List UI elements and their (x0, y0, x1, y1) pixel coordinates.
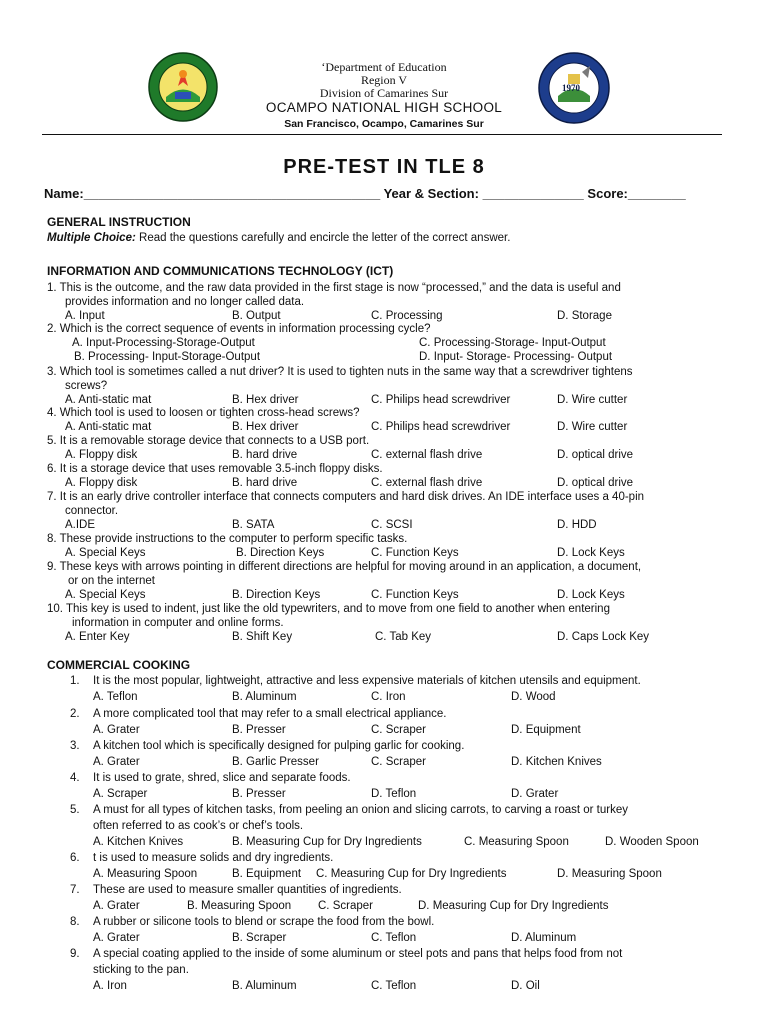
year-section-label: Year & Section (383, 186, 475, 201)
cooking-q1-choice-d[interactable]: D. Wood (511, 691, 556, 703)
cooking-q3-text: A kitchen tool which is specifically designed for pulping garlic for cooking. (93, 740, 465, 752)
header-school-address: San Francisco, Ocampo, Camarines Sur (284, 118, 484, 130)
cooking-q8-text: A rubber or silicone tools to blend or scrape the food from the bowl. (93, 916, 435, 928)
ict-q10-line2: information in computer and online forms. (72, 617, 284, 629)
cooking-q4-choice-a[interactable]: A. Scraper (93, 788, 148, 800)
cooking-q1-choice-b[interactable]: B. Aluminum (232, 691, 297, 703)
name-score-line (44, 186, 686, 201)
ict-q7-line1: 7. It is an early drive controller interface that connects computers and hard disk drives. An IDE interface uses a 40-pin (47, 491, 645, 503)
cooking-q8-choice-c[interactable]: C. Teflon (371, 932, 417, 944)
ict-q9-choice-b[interactable]: B. Direction Keys (232, 589, 321, 601)
ict-q7-choice-a[interactable]: A.IDE (65, 519, 96, 531)
header-divider (42, 134, 722, 135)
ict-q3-choice-d[interactable]: D. Wire cutter (557, 394, 628, 406)
ict-q2-choice-a[interactable]: A. Input-Processing-Storage-Output (72, 337, 255, 349)
cooking-q3-choice-d[interactable]: D. Kitchen Knives (511, 756, 602, 768)
ict-q7-choice-d[interactable]: D. HDD (557, 519, 597, 531)
cooking-q1-number: 1. (70, 675, 80, 687)
cooking-q5-choice-c[interactable]: C. Measuring Spoon (464, 836, 569, 848)
cooking-q2-text: A more complicated tool that may refer to a small electrical appliance. (93, 708, 447, 720)
ict-q8-choice-a[interactable]: A. Special Keys (65, 547, 146, 559)
cooking-q7-text: These are used to measure smaller quantities of ingredients. (93, 884, 402, 896)
ict-q2-choice-c[interactable]: C. Processing-Storage- Input-Output (419, 337, 606, 349)
seal-year-text: 1970 (562, 83, 580, 93)
cooking-q8-choice-b[interactable]: B. Scraper (232, 932, 287, 944)
ict-q3-line2: screws? (65, 380, 108, 392)
ict-q5-choice-c[interactable]: C. external flash drive (371, 449, 483, 461)
ict-q8-choice-c[interactable]: C. Function Keys (371, 547, 459, 559)
ict-q3-line1: 3. Which tool is sometimes called a nut driver? It is used to tighten nuts in the same way that a screwdriver tightens (47, 366, 633, 378)
cooking-q5-number: 5. (70, 804, 80, 816)
mc-text: Read the questions carefully and encircle the letter of the correct answer. (135, 232, 511, 244)
ict-q9-choice-a[interactable]: A. Special Keys (65, 589, 146, 601)
cooking-q7-choice-b[interactable]: B. Measuring Spoon (187, 900, 292, 912)
cooking-q1-choice-c[interactable]: C. Iron (371, 691, 406, 703)
name-blank: _________________________________________ (83, 186, 381, 201)
score-label: Score: (587, 186, 628, 201)
cooking-heading: COMMERCIAL COOKING (47, 658, 191, 672)
cooking-q6-text: t is used to measure solids and dry ingredients. (93, 852, 334, 864)
ict-q1-choice-b[interactable]: B. Output (232, 310, 281, 322)
ict-q10-choice-b[interactable]: B. Shift Key (232, 631, 293, 643)
cooking-q2-number: 2. (70, 708, 80, 720)
ict-q4-choice-c[interactable]: C. Philips head screwdriver (371, 421, 511, 433)
ict-q3-choice-c[interactable]: C. Philips head screwdriver (371, 394, 511, 406)
ict-q4-text: 4. Which tool is used to loosen or tighten cross-head screws? (47, 407, 360, 419)
cooking-q5-choice-d[interactable]: D. Wooden Spoon (605, 836, 699, 848)
cooking-q7-choice-c[interactable]: C. Scraper (318, 900, 373, 912)
ict-q1-choice-c[interactable]: C. Processing (371, 310, 443, 322)
ict-q8-text: 8. These provide instructions to the computer to perform specific tasks. (47, 533, 408, 545)
cooking-q5-line2: often referred to as cook’s or chef’s tools. (93, 820, 304, 832)
ict-q10-choice-d[interactable]: D. Caps Lock Key (557, 631, 650, 643)
cooking-q6-choice-d[interactable]: D. Measuring Spoon (557, 868, 662, 880)
ict-q10-choice-a[interactable]: A. Enter Key (65, 631, 130, 643)
cooking-q7-choice-a[interactable]: A. Grater (93, 900, 140, 912)
cooking-q2-choice-c[interactable]: C. Scraper (371, 724, 426, 736)
ict-q9-line2: or on the internet (68, 575, 155, 587)
cooking-q3-number: 3. (70, 740, 80, 752)
page-title: PRE-TEST IN TLE 8 (283, 156, 485, 178)
cooking-q4-number: 4. (70, 772, 80, 784)
ict-q5-choice-a[interactable]: A. Floppy disk (65, 449, 138, 461)
header-school-name: OCAMPO NATIONAL HIGH SCHOOL (265, 100, 503, 115)
ict-q6-choice-c[interactable]: C. external flash drive (371, 477, 483, 489)
ict-q7-choice-c[interactable]: C. SCSI (371, 519, 413, 531)
cooking-q2-choice-a[interactable]: A. Grater (93, 724, 140, 736)
ict-q6-choice-d[interactable]: D. optical drive (557, 477, 634, 489)
year-colon: : ______________ (474, 186, 584, 201)
ict-q6-text: 6. It is a storage device that uses removable 3.5-inch floppy disks. (47, 463, 383, 475)
ict-q1-line1: 1. This is the outcome, and the raw data provided in the first stage is now “processed,” and the data is useful and (47, 282, 621, 294)
ict-q10-choice-c[interactable]: C. Tab Key (375, 631, 432, 643)
cooking-q1-text: It is the most popular, lightweight, attractive and less expensive materials of kitchen utensils and equipment. (93, 675, 641, 687)
ict-q1-choice-a[interactable]: A. Input (65, 310, 105, 322)
cooking-q9-choice-b[interactable]: B. Aluminum (232, 980, 297, 992)
ict-q2-text: 2. Which is the correct sequence of events in information processing cycle? (47, 323, 431, 335)
multiple-choice-instruction (47, 232, 510, 244)
cooking-q4-choice-c[interactable]: D. Teflon (371, 788, 417, 800)
cooking-q9-line2: sticking to the pan. (93, 964, 189, 976)
ict-q8-choice-d[interactable]: D. Lock Keys (557, 547, 625, 559)
cooking-q7-choice-d[interactable]: D. Measuring Cup for Dry Ingredients (418, 900, 609, 912)
ict-q6-choice-b[interactable]: B. hard drive (232, 477, 298, 489)
mc-label: Multiple Choice: (47, 232, 136, 244)
ict-q5-choice-b[interactable]: B. hard drive (232, 449, 298, 461)
ict-q7-line2: connector. (65, 505, 119, 517)
ict-q4-choice-a[interactable]: A. Anti-static mat (65, 421, 152, 433)
cooking-q2-choice-b[interactable]: B. Presser (232, 724, 286, 736)
cooking-q6-choice-b[interactable]: B. Equipment (232, 868, 302, 880)
cooking-q4-text: It is used to grate, shred, slice and separate foods. (93, 772, 351, 784)
ict-q9-choice-c[interactable]: C. Function Keys (371, 589, 459, 601)
cooking-q4-choice-d[interactable]: D. Grater (511, 788, 559, 800)
cooking-q3-choice-c[interactable]: C. Scraper (371, 756, 426, 768)
ict-q3-choice-b[interactable]: B. Hex driver (232, 394, 299, 406)
ict-q7-choice-b[interactable]: B. SATA (232, 519, 275, 531)
general-instruction-heading: GENERAL INSTRUCTION (47, 215, 191, 229)
cooking-q9-choice-d[interactable]: D. Oil (511, 980, 540, 992)
cooking-q3-choice-b[interactable]: B. Garlic Presser (232, 756, 319, 768)
cooking-q9-number: 9. (70, 948, 80, 960)
ict-q6-choice-a[interactable]: A. Floppy disk (65, 477, 138, 489)
ict-q5-choice-d[interactable]: D. optical drive (557, 449, 634, 461)
name-label: Name: (44, 186, 84, 201)
header-department: ‘Department of Education (321, 60, 447, 74)
ict-q4-choice-b[interactable]: B. Hex driver (232, 421, 299, 433)
ict-q10-line1: 10. This key is used to indent, just like the old typewriters, and to move from one field to another when entering (47, 603, 610, 615)
cooking-q6-choice-c[interactable]: C. Measuring Cup for Dry Ingredients (316, 868, 507, 880)
cooking-q6-choice-a[interactable]: A. Measuring Spoon (93, 868, 198, 880)
header-division: Division of Camarines Sur (319, 86, 449, 100)
score-blank: ________ (627, 186, 686, 201)
cooking-q9-choice-c[interactable]: C. Teflon (371, 980, 417, 992)
ict-q2-choice-b[interactable]: B. Processing- Input-Storage-Output (74, 351, 261, 363)
cooking-q5-choice-a[interactable]: A. Kitchen Knives (93, 836, 184, 848)
cooking-q4-choice-b[interactable]: B. Presser (232, 788, 286, 800)
ict-q2-choice-d[interactable]: D. Input- Storage- Processing- Output (419, 351, 613, 363)
cooking-q9-choice-a[interactable]: A. Iron (93, 980, 127, 992)
cooking-q7-number: 7. (70, 884, 80, 896)
ict-q3-choice-a[interactable]: A. Anti-static mat (65, 394, 152, 406)
cooking-q3-choice-a[interactable]: A. Grater (93, 756, 140, 768)
cooking-q5-choice-b[interactable]: B. Measuring Cup for Dry Ingredients (232, 836, 422, 848)
cooking-q8-choice-d[interactable]: D. Aluminum (511, 932, 577, 944)
cooking-q9-line1: A special coating applied to the inside of some aluminum or steel pots and pans that helps food from not (93, 948, 623, 960)
cooking-q2-choice-d[interactable]: D. Equipment (511, 724, 581, 736)
ict-q5-text: 5. It is a removable storage device that connects to a USB port. (47, 435, 370, 447)
cooking-q6-number: 6. (70, 852, 80, 864)
ict-q9-line1: 9. These keys with arrows pointing in different directions are helpful for moving around in an application, a document, (47, 561, 642, 573)
cooking-q8-number: 8. (70, 916, 80, 928)
ict-q1-choice-d[interactable]: D. Storage (557, 310, 612, 322)
ict-q4-choice-d[interactable]: D. Wire cutter (557, 421, 628, 433)
ict-q8-choice-b[interactable]: B. Direction Keys (236, 547, 325, 559)
ict-q9-choice-d[interactable]: D. Lock Keys (557, 589, 625, 601)
cooking-q5-line1: A must for all types of kitchen tasks, from peeling an onion and slicing carrots, to carving a roast or turkey (93, 804, 629, 816)
ict-q1-line2: provides information and no longer called data. (65, 296, 305, 308)
cooking-q1-choice-a[interactable]: A. Teflon (93, 691, 138, 703)
header-region: Region V (360, 73, 408, 87)
ict-heading: INFORMATION AND COMMUNICATIONS TECHNOLOGY (ICT) (47, 264, 394, 278)
cooking-q8-choice-a[interactable]: A. Grater (93, 932, 140, 944)
